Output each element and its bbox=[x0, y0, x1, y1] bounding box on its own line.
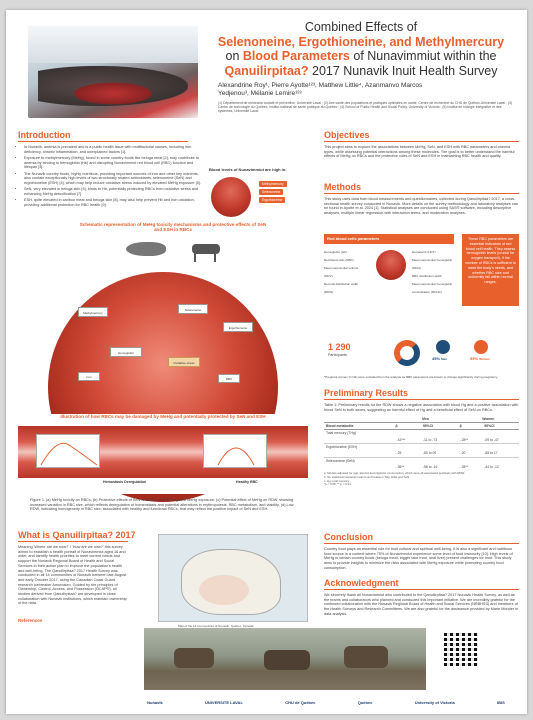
params-note: These RBC parameters are essential indicators of red blood cell health. They assess hemoglobin levels (crucial for oxygen transport), if the number of RBCs is sufficient to meet the body's needs, and whether RBC size and uniformity fall within normal ranges. bbox=[462, 234, 519, 306]
table-header-women: Women bbox=[458, 415, 519, 422]
blood-drop-icon bbox=[211, 177, 251, 217]
references-heading: References bbox=[18, 618, 43, 623]
param-item: Mean corpuscular volume (MCV) bbox=[324, 266, 359, 278]
caribou-icon bbox=[188, 236, 226, 262]
introduction-list bbox=[18, 145, 203, 230]
qr-code[interactable] bbox=[444, 632, 478, 666]
affiliations: (1) Département de médecine sociale et préventive, Université Laval ; (2) Axe santé des populations et pratiques optimales en santé, Centre de recherche du CHU de Québec-Université Laval ; (3) Centre de toxicologie du Québec, Institut national de santé publique du Québec ; (4) School of Public Health and Social Policy, University of Victoria ; (5) Institut de biologie intégrative et des systèmes, Université Laval bbox=[218, 101, 513, 114]
acknowledgment-section bbox=[324, 578, 519, 617]
beluga-icon bbox=[126, 242, 166, 256]
table-note: c. Hg: total mercury bbox=[324, 478, 350, 483]
pill-methylmercury: Methylmercury bbox=[259, 181, 287, 187]
logo-laval: UNIVERSITÉ LAVAL bbox=[205, 699, 243, 705]
table-note: a. Models adjusted for age, alcohol and cigarette consumption, which were all associated positively with RDW. bbox=[324, 471, 465, 476]
param-item: Hematocrit (HCT) bbox=[412, 250, 436, 254]
logo-uvic: University of Victoria bbox=[414, 699, 455, 705]
caribou-photo bbox=[144, 628, 426, 690]
authors: Alexandrine Roy¹, Pierre Ayotte¹²³, Matthew Little⁴, Azanmanvo Marcos Yedjenou³, Mélanie Lemire¹²³ bbox=[218, 82, 423, 97]
param-item: Mean corpuscular hemoglobin (MCH) bbox=[412, 258, 453, 270]
list-item: • In Nunavik, anemia is prevalent and is a public health issue with multifactorial causes, including iron deficiency, chronic inflammation, and unexplained factors [1]. bbox=[24, 145, 203, 154]
conclusion-section bbox=[324, 532, 519, 571]
rdw-chart-high bbox=[36, 434, 100, 468]
pill-selenoneine: Selenoneine bbox=[259, 189, 283, 195]
label-iron: Iron bbox=[78, 372, 100, 381]
side-label: Blood levels of Nunavimmiut are high in: bbox=[209, 167, 287, 172]
label-ergothioneine: Ergothioneine bbox=[223, 322, 253, 332]
params-label: Red blood cells parameters bbox=[324, 234, 454, 244]
pill-ergothioneine: Ergothioneine bbox=[259, 197, 285, 203]
illustration-figure bbox=[18, 414, 308, 494]
table-note: *p < 0.05, ** p < 0.01 bbox=[324, 482, 351, 487]
table-row: Ergothioneine (ESH) bbox=[324, 443, 519, 450]
label-selenoneine: Selenoneine bbox=[178, 304, 208, 314]
param-item: Hemoglobin (Hb) bbox=[324, 250, 347, 254]
methods-body: This study uses data from blood measurements and questionnaires, collected during Qanuilirpitaa? 2017, a cross-sectional health survey conducted in Nunavik. More details on the survey methodology and laboratory analyses can be found in Ayotte et al. 2024 [1]. Statistical analyses are conducted using SAS® software, including descriptive analyses, multiple linear regression with interaction terms, and moderation analyses. bbox=[324, 197, 518, 216]
list-item: • ESH, quite elevated in caribou meat and beluga skin [8], may also help prevent Hb and iron oxidation, providing additional protection for RBC health [9]. bbox=[24, 198, 203, 207]
label-hemostasis: Hemostasis Deregulation bbox=[103, 480, 147, 484]
list-item: • Exposure to methylmercury (MeHg), found in some country foods like beluga meat [2], may contribute to anemia by binding to hemoglobin (Hb) and disrupting Nunavimmiut red blood cell (RBC) function and lifespan [3]. bbox=[24, 156, 203, 170]
table-subheader: β bbox=[458, 422, 483, 429]
rbc-icon bbox=[376, 250, 406, 280]
results-table-caption: Table 1: Preliminary results for the RDW shows a negative association with blood Hg and a positive association with blood SeN in both sexes, suggesting an harmful effect of Hg and a beneficial effect of SeN on RBCs. bbox=[324, 403, 519, 412]
women-icon bbox=[474, 340, 488, 354]
poster-title: Combined Effects of Selenoneine, Ergothioneine, and Methylmercury on Blood Parameters of Nunavimmiut within the Qanuilirpitaa? 2017 Nunavik Inuit Health Survey bbox=[217, 20, 505, 78]
table-note: b. No statistical interaction was found between THg, ESH and SeN. bbox=[324, 475, 411, 479]
men-label: Men bbox=[441, 357, 448, 361]
qanuilirpitaa-body: Meaning 'Where are we now?' / 'How are we now?' this survey aimed to establish a health portrait of Nunavimmiut aged 16 and older, and identify health priorities to meet current needs and support the Nunavik Regional Board of Health and Social Services in their action plan to improve the population's health and well-being. The Qanuilirpitaa? 2017 Health Survey was conducted in all 14 communities of Nunavik between late August and early October 2017, using the Canadian Coast Guard research icebreaker Amundsen. Guided by the principles of Ownership, Control, Access, and Possession (OCAP®), all studies derived from Qanuilirpitaa? are developed in close collaboration with Nunavik institutions, which maintain ownership of the data. bbox=[18, 545, 127, 606]
results-section bbox=[324, 388, 519, 487]
results-table bbox=[324, 415, 519, 470]
methods-section bbox=[324, 182, 519, 216]
schematic-title: Schematic representation of MeHg toxicity mechanisms and protective effects of SeN and ESH in RBCs bbox=[79, 222, 267, 232]
list-item: • SeN, very elevated in beluga skin [6], binds to Hb, potentially protecting RBCs from oxidative stress and enhancing MeHg detoxification [7]. bbox=[24, 187, 203, 196]
label-hemoglobin: Hemoglobin bbox=[110, 347, 142, 357]
table-header bbox=[324, 415, 394, 422]
acknowledgment-heading: Acknowledgment bbox=[324, 578, 399, 588]
logo-strip bbox=[126, 694, 526, 710]
table-header-men: Men bbox=[394, 415, 458, 422]
label-methylmercury: Methylmercury bbox=[78, 307, 108, 317]
conclusion-body: Country food plays an essential role for Inuit cultural and spiritual well-being. It is also a significant and nutritious food source in a context where 75% of Nunavimmiut experience some level of food insecurity [10]. High levels of MeHg in certain country foods (beluga meat, bigger lake trout, seal liver) present challenges for Inuit. This study aims to provide insights to minimize the risks associated with MeHg exposure while promoting country food consumption. bbox=[324, 547, 513, 570]
men-icon bbox=[436, 340, 450, 354]
pct-women: 55% bbox=[470, 356, 479, 361]
conclusion-heading: Conclusion bbox=[324, 532, 373, 542]
introduction-section bbox=[18, 130, 308, 230]
participants-count: 1 290 bbox=[328, 342, 351, 352]
map-caption: Map of the 14 communities of Nunavik, Québec, Canada bbox=[178, 624, 254, 628]
logo-chu: CHU de Québec bbox=[285, 699, 316, 705]
illustration-title: Illustration of how RBCs may be damaged by MeHg and potentially protected by SeN and ESH bbox=[60, 414, 266, 419]
figure1-caption: Figure 1. (a) MeHg toxicity on RBCs, (b) Protective effects of SeN and ESH on RBCs against MeHg exposure, (c) Potential effect of MeHg on RDW, showing increased variation in RBC size, which reflects deregulation of homeostasis and potential alterations in erythropoiesis, RBC metabolism, and viability, (d) Low RDW, indicating homogeneity in RBC size, associated with healthy and functional RBCs, that may reflect the positive impact of SeN and ESH. bbox=[30, 498, 294, 512]
table-notes bbox=[324, 472, 519, 486]
table-row: - 36** -56 to -16 - 28** -44 to -12 bbox=[395, 465, 499, 470]
introduction-heading: Introduction bbox=[18, 130, 71, 140]
objectives-heading: Objectives bbox=[324, 130, 370, 140]
qanuilirpitaa-heading: What is Qanuilirpitaa? 2017 bbox=[18, 530, 136, 540]
objectives-section bbox=[324, 130, 519, 159]
methods-heading: Methods bbox=[324, 182, 361, 192]
param-item: Mean corpuscular hemoglobin concentration (MCHC) bbox=[412, 282, 453, 294]
header-photo bbox=[28, 26, 198, 118]
schematic-figure bbox=[18, 222, 308, 402]
rbc-parameters-graphic bbox=[324, 234, 519, 334]
logo-ibis: IBIS bbox=[497, 699, 505, 705]
table-row: Total mercury (THg) bbox=[324, 430, 519, 437]
table-header-metabolite: Blood metabolite bbox=[324, 422, 394, 429]
rdw-chart-low bbox=[203, 434, 267, 468]
women-label: Women bbox=[479, 357, 490, 361]
label-oxidative-stress: Oxidative stress bbox=[168, 357, 200, 367]
nunavik-map bbox=[158, 534, 308, 622]
intro-side-graphic bbox=[203, 145, 303, 230]
acknowledgment-body: We sincerely thank all Nunavimmiut who contributed to the Qanuilirpitaa? 2017 Nunavik Health Survey, as well as the teams and collaborators who planned and conducted this important initiative. We are incredibly grateful for the continued collaboration with the Nunavik Regional Board of Health and Social Services (NRBHSS) and members of the Health Surveys and Research Committees. We are also grateful for the assistance provided by Marie Monder in data analysis. bbox=[324, 593, 519, 616]
methods-footnote: *Pregnant women (n=44) were excluded from the analysis as RBC parameters are known to change significantly during pregnancy. bbox=[324, 375, 498, 379]
param-item: RBC distribution width bbox=[412, 274, 442, 278]
poster bbox=[6, 10, 527, 714]
pct-men: 45% bbox=[432, 356, 441, 361]
label-rbc: RBC bbox=[218, 374, 240, 383]
title-block bbox=[206, 20, 516, 114]
table-row: - 25 -60 to 09 - 20 -55 to 17 bbox=[395, 451, 498, 456]
table-subheader: 95%CI bbox=[482, 422, 519, 429]
table-row: Selenoneine (SeN) bbox=[324, 457, 519, 464]
param-item: Red blood cells (RBC) bbox=[324, 258, 354, 262]
logo-quebec: Québec bbox=[357, 699, 373, 705]
label-healthy-rbc: Healthy RBC bbox=[236, 480, 258, 484]
logo-nunavik: Nunavik bbox=[147, 699, 163, 705]
param-item: Red cell distribution width (RDW) bbox=[324, 282, 359, 294]
participants-graphic bbox=[324, 340, 519, 372]
table-subheader: 95%CI bbox=[421, 422, 458, 429]
results-heading: Preliminary Results bbox=[324, 388, 409, 398]
sex-donut-icon bbox=[394, 340, 420, 366]
participants-label: Participants bbox=[328, 353, 347, 357]
objectives-body: This project aims to explore the associations between MeHg, SeN, and ESH with RBC parameters and anemia types, while assessing potential interactions among these molecules. The goal is to better understand the harmful effects of MeHg on RBCs and the protective roles of SeN and ESH in maintaining RBC health and quality. bbox=[324, 145, 515, 159]
table-row: - 42*** -11 to -73 - 28** -09 to -47 bbox=[395, 437, 499, 442]
table-subheader: β bbox=[394, 422, 421, 429]
list-item: • The Nunavik country foods, highly nutritious, providing important sources of iron and other key nutrients, also contain exceptionally high levels of two structurally related antioxidants, selenoneine (SeN) and ergothioneine (ESH) [4], which may help reduce oxidative stress induced by elevated MeHg exposure [5]. bbox=[24, 172, 203, 186]
